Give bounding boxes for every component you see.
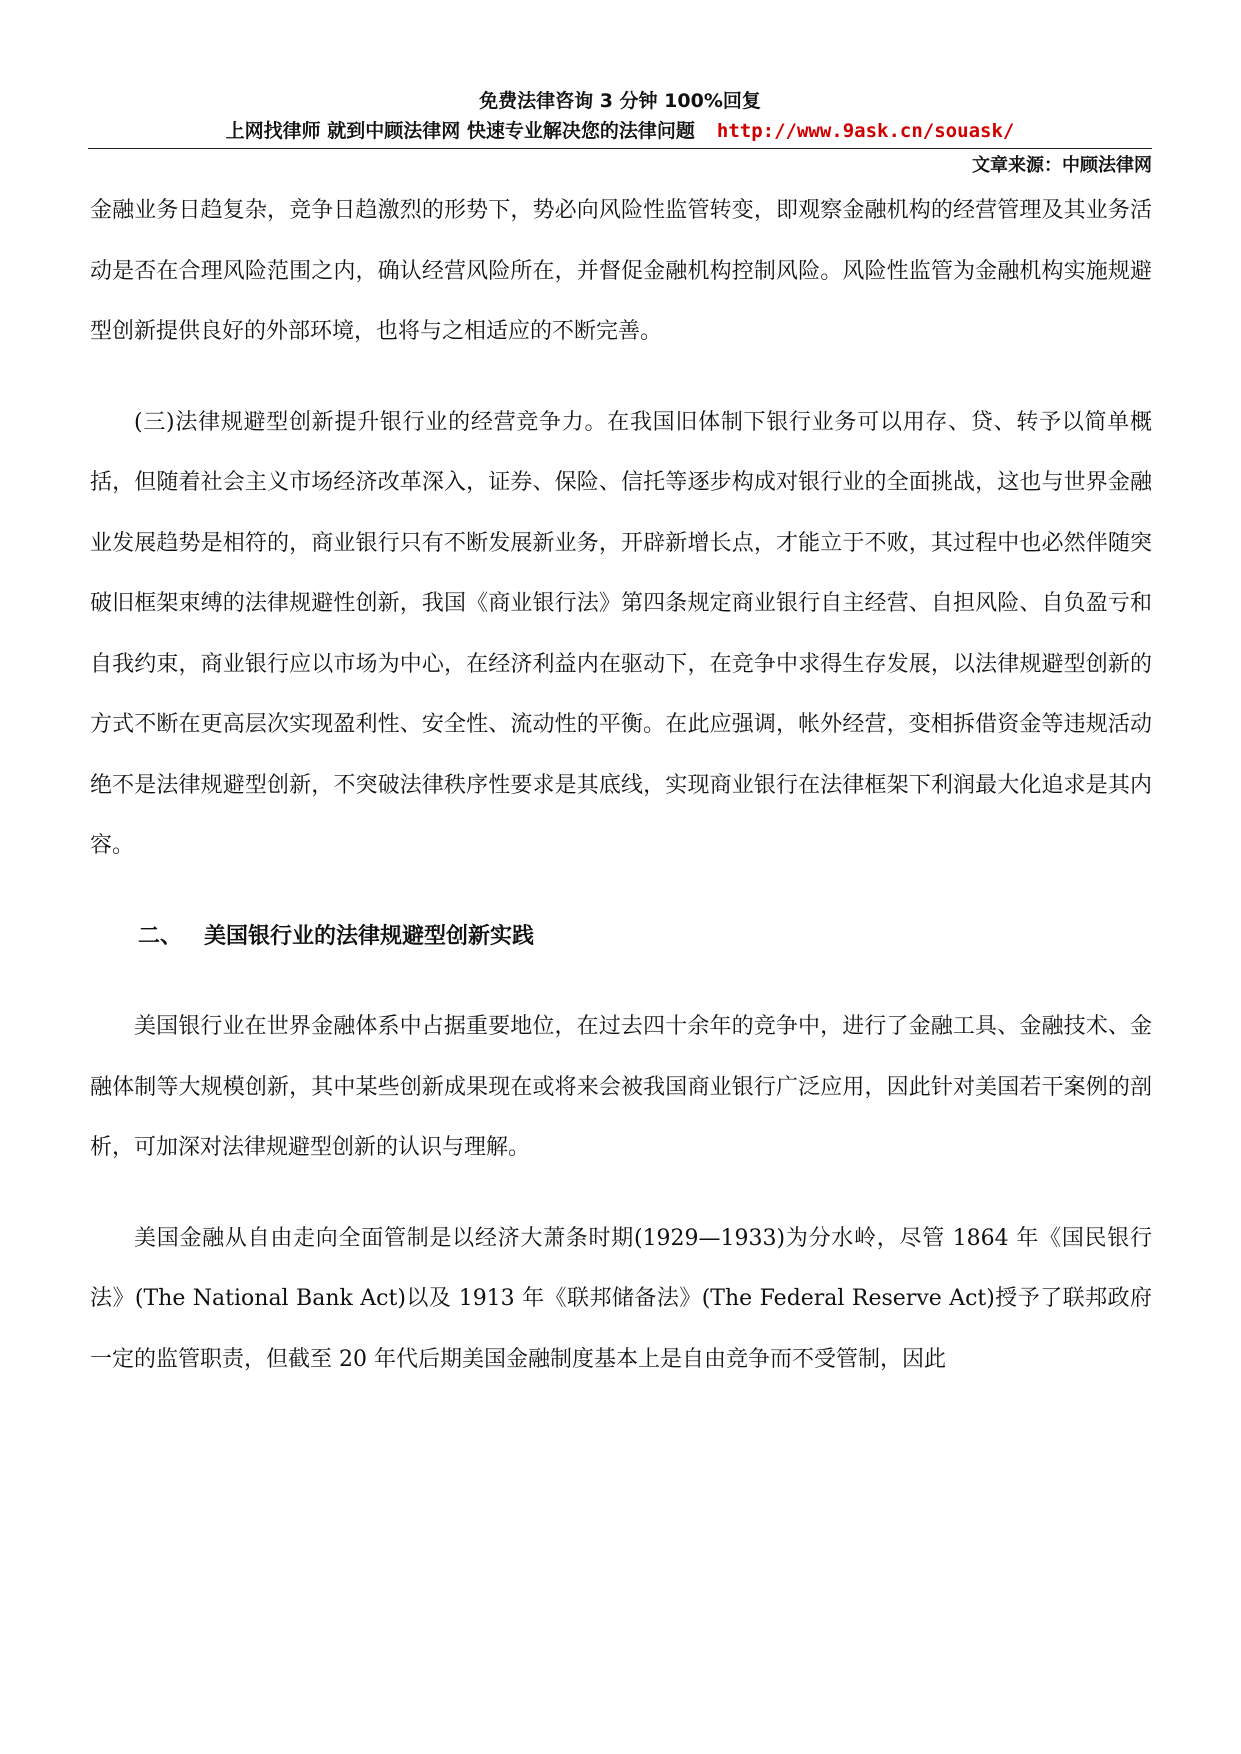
page-header (88, 86, 1152, 146)
paragraph-spacer (90, 363, 1152, 393)
header-divider (88, 148, 1152, 149)
paragraph-spacer (90, 1179, 1152, 1209)
paragraph-us-banking-intro: 美国银行业在世界金融体系中占据重要地位，在过去四十余年的竞争中，进行了金融工具、金融技术、金融体制等大规模创新，其中某些创新成果现在或将来会被我国商业银行广泛应用，因此针对美国若干案例的剖析，可加深对法律规避型创新的认识与理解。 (90, 1014, 1152, 1160)
article-source: 文章来源：中顾法律网 (972, 155, 1152, 176)
header-tagline-text: 上网找律师 就到中顾法律网 快速专业解决您的法律问题 (225, 120, 695, 142)
header-link[interactable]: http://www.9ask.cn/souask/ (716, 120, 1015, 142)
header-tagline (88, 116, 1152, 146)
section-heading-text: 美国银行业的法律规避型创新实践 (204, 923, 535, 949)
paragraph-spacer (90, 877, 1152, 907)
section-heading (90, 907, 1152, 968)
paragraph-continuation: 金融业务日趋复杂，竞争日趋激烈的形势下，势必向风险性监管转变，即观察金融机构的经营管理及其业务活动是否在合理风险范围之内，确认经营风险所在，并督促金融机构控制风险。风险性监管为金融机构实施规避型创新提供良好的外部环境，也将与之相适应的不断完善。 (90, 198, 1152, 344)
paragraph-us-regulation-history: 美国金融从自由走向全面管制是以经济大萧条时期(1929—1933)为分水岭，尽管 1864 年《国民银行法》(The National Bank Act)以及 1913 年《联邦储备法》(The Federal Reserve Act)授予了联邦政府一定的监管职责，但截至 20 年代后期美国金融制度基本上是自由竞争而不受管制，因此 (90, 1225, 1152, 1372)
header-promo-title: 免费法律咨询 3 分钟 100%回复 (479, 90, 761, 112)
paragraph-spacer (90, 967, 1152, 997)
section-heading-number: 二、 (138, 923, 183, 949)
paragraph-section-three: (三)法律规避型创新提升银行业的经营竞争力。在我国旧体制下银行业务可以用存、贷、转予以简单概括，但随着社会主义市场经济改革深入，证券、保险、信托等逐步构成对银行业的全面挑战，这也与世界金融业发展趋势是相符的，商业银行只有不断发展新业务，开辟新增长点，才能立于不败，其过程中也必然伴随突破旧框架束缚的法律规避性创新，我国《商业银行法》第四条规定商业银行自主经营、自担风险、自负盈亏和自我约束，商业银行应以市场为中心，在经济利益内在驱动下，在竞争中求得生存发展，以法律规避型创新的方式不断在更高层次实现盈利性、安全性、流动性的平衡。在此应强调，帐外经营，变相拆借资金等违规活动绝不是法律规避型创新，不突破法律秩序性要求是其底线，实现商业银行在法律框架下利润最大化追求是其内容。 (90, 409, 1152, 858)
document-body (90, 181, 1152, 1390)
